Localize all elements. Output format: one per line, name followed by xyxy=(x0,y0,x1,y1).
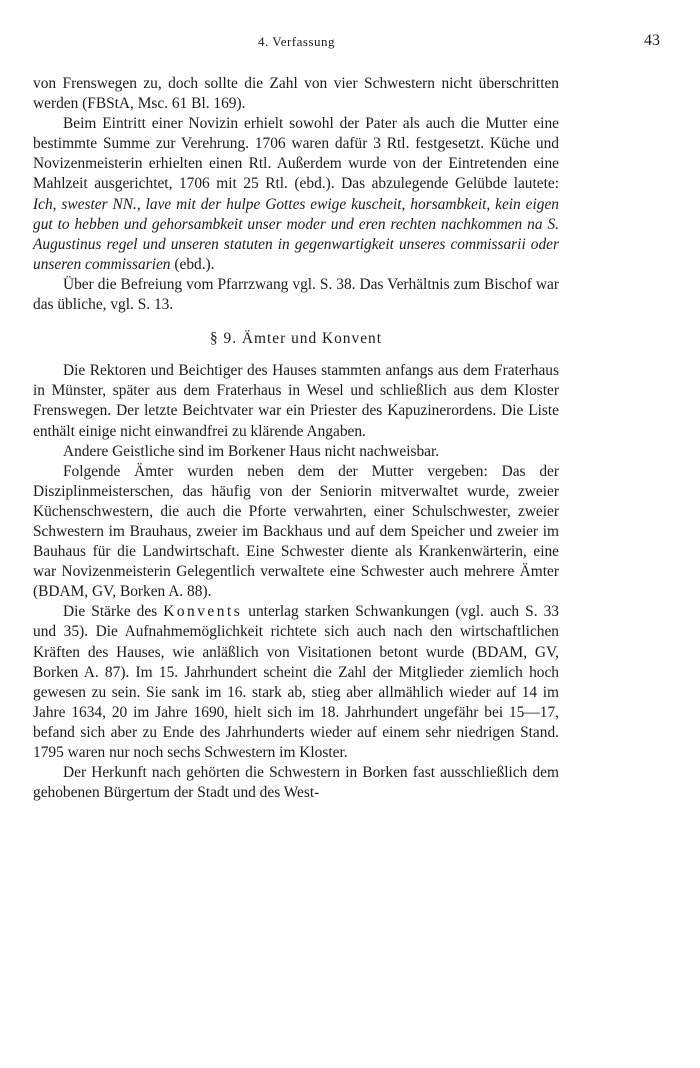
paragraph-3: Über die Befreiung vom Pfarrzwang vgl. S. 38. Das Verhältnis zum Bischof war das übliche, vgl. S. 13. xyxy=(33,275,559,314)
paragraph-2 xyxy=(33,114,559,275)
paragraph-7-rest: unterlag starken Schwankungen (vgl. auch S. 33 und 35). Die Aufnahmemöglichkeit richtete sich auch nach den wirtschaftlichen Kräften des Hauses, wie anläßlich von Visitationen betont wurde (BDAM, GV, Borken A. 87). Im 15. Jahrhundert scheint die Zahl der Mitglieder ziemlich hoch gewesen zu sein. Sie sank im 16. stark ab, stieg aber allmählich wieder auf 14 im Jahre 1634, 20 im Jahre 1690, hielt sich im 18. Jahrhundert ungefähr bei 15—17, befand sich aber zu Ende des Jahrhunderts wieder auf einem sehr niedrigen Stand. 1795 waren nur noch sechs Schwestern im Kloster. xyxy=(33,603,559,761)
spaced-term-konvent: Konvents xyxy=(163,603,243,621)
paragraph-2-text: Beim Eintritt einer Novizin erhielt sowohl der Pater als auch die Mutter eine bestimmte Summe zur Verehrung. 1706 waren dafür 3 Rtl. festgesetzt. Küche und Novizenmeisterin erhielten einen Rtl. Außerdem wurde von der Eintretenden eine Mahlzeit ausgerichtet, 1706 mit 25 Rtl. (ebd.). Das abzulegende Gelübde lautete: xyxy=(33,115,559,193)
paragraph-7-text: Die Stärke des xyxy=(63,603,164,621)
paragraph-4: Die Rektoren und Beichtiger des Hauses stammten anfangs aus dem Fraterhaus in Münster, später aus dem Fraterhaus in Wesel und schließlich aus dem Kloster Frenswegen. Der letzte Beichtvater war ein Priester des Kapuzinerordens. Die Liste enthält einige nicht einwandfrei zu klärende Angaben. xyxy=(33,362,559,440)
paragraph-8: Der Herkunft nach gehörten die Schwestern in Borken fast ausschließlich dem gehobenen Bürgertum der Stadt und des West- xyxy=(33,764,559,802)
page-number: 43 xyxy=(644,32,660,49)
paragraph-2-citation: (ebd.). xyxy=(170,255,215,273)
body-text xyxy=(33,74,559,803)
paragraph-1: von Frenswegen zu, doch sollte die Zahl von vier Schwestern nicht überschritten werden (FBStA, Msc. 61 Bl. 169). xyxy=(33,75,559,113)
running-title: 4. Verfassung xyxy=(257,34,336,49)
section-heading: § 9. Ämter und Konvent xyxy=(209,330,383,348)
paragraph-5: Andere Geistliche sind im Borkener Haus nicht nachweisbar. xyxy=(63,442,440,460)
running-head xyxy=(33,32,660,56)
paragraph-7 xyxy=(33,602,559,763)
vow-quote: Ich, swester NN., lave mit der hulpe Gottes ewige kuscheit, horsambkeit, kein eigen gut to hebben und gehorsambkeit unser moder und eren rechten nachkommen na S. Augustinus regel und unseren statuten in gegenwartigkeit unseres commissarii oder unseren commissarien xyxy=(33,195,559,273)
paragraph-6: Folgende Ämter wurden neben dem der Mutter vergeben: Das der Disziplinmeisterschen, das häufig von der Seniorin mitverwaltet wurde, zweier Küchenschwestern, die auch die Pforte verwahrten, einer Schulschwester, zweier Schwestern im Brauhaus, zweier im Backhaus und auf dem Speicher und zweier im Bauhaus für die Landwirtschaft. Eine Schwester diente als Krankenwärterin, eine war Novizenmeisterin Gelegentlich verwaltete eine Schwester auch mehrere Ämter (BDAM, GV, Borken A. 88). xyxy=(33,462,559,601)
